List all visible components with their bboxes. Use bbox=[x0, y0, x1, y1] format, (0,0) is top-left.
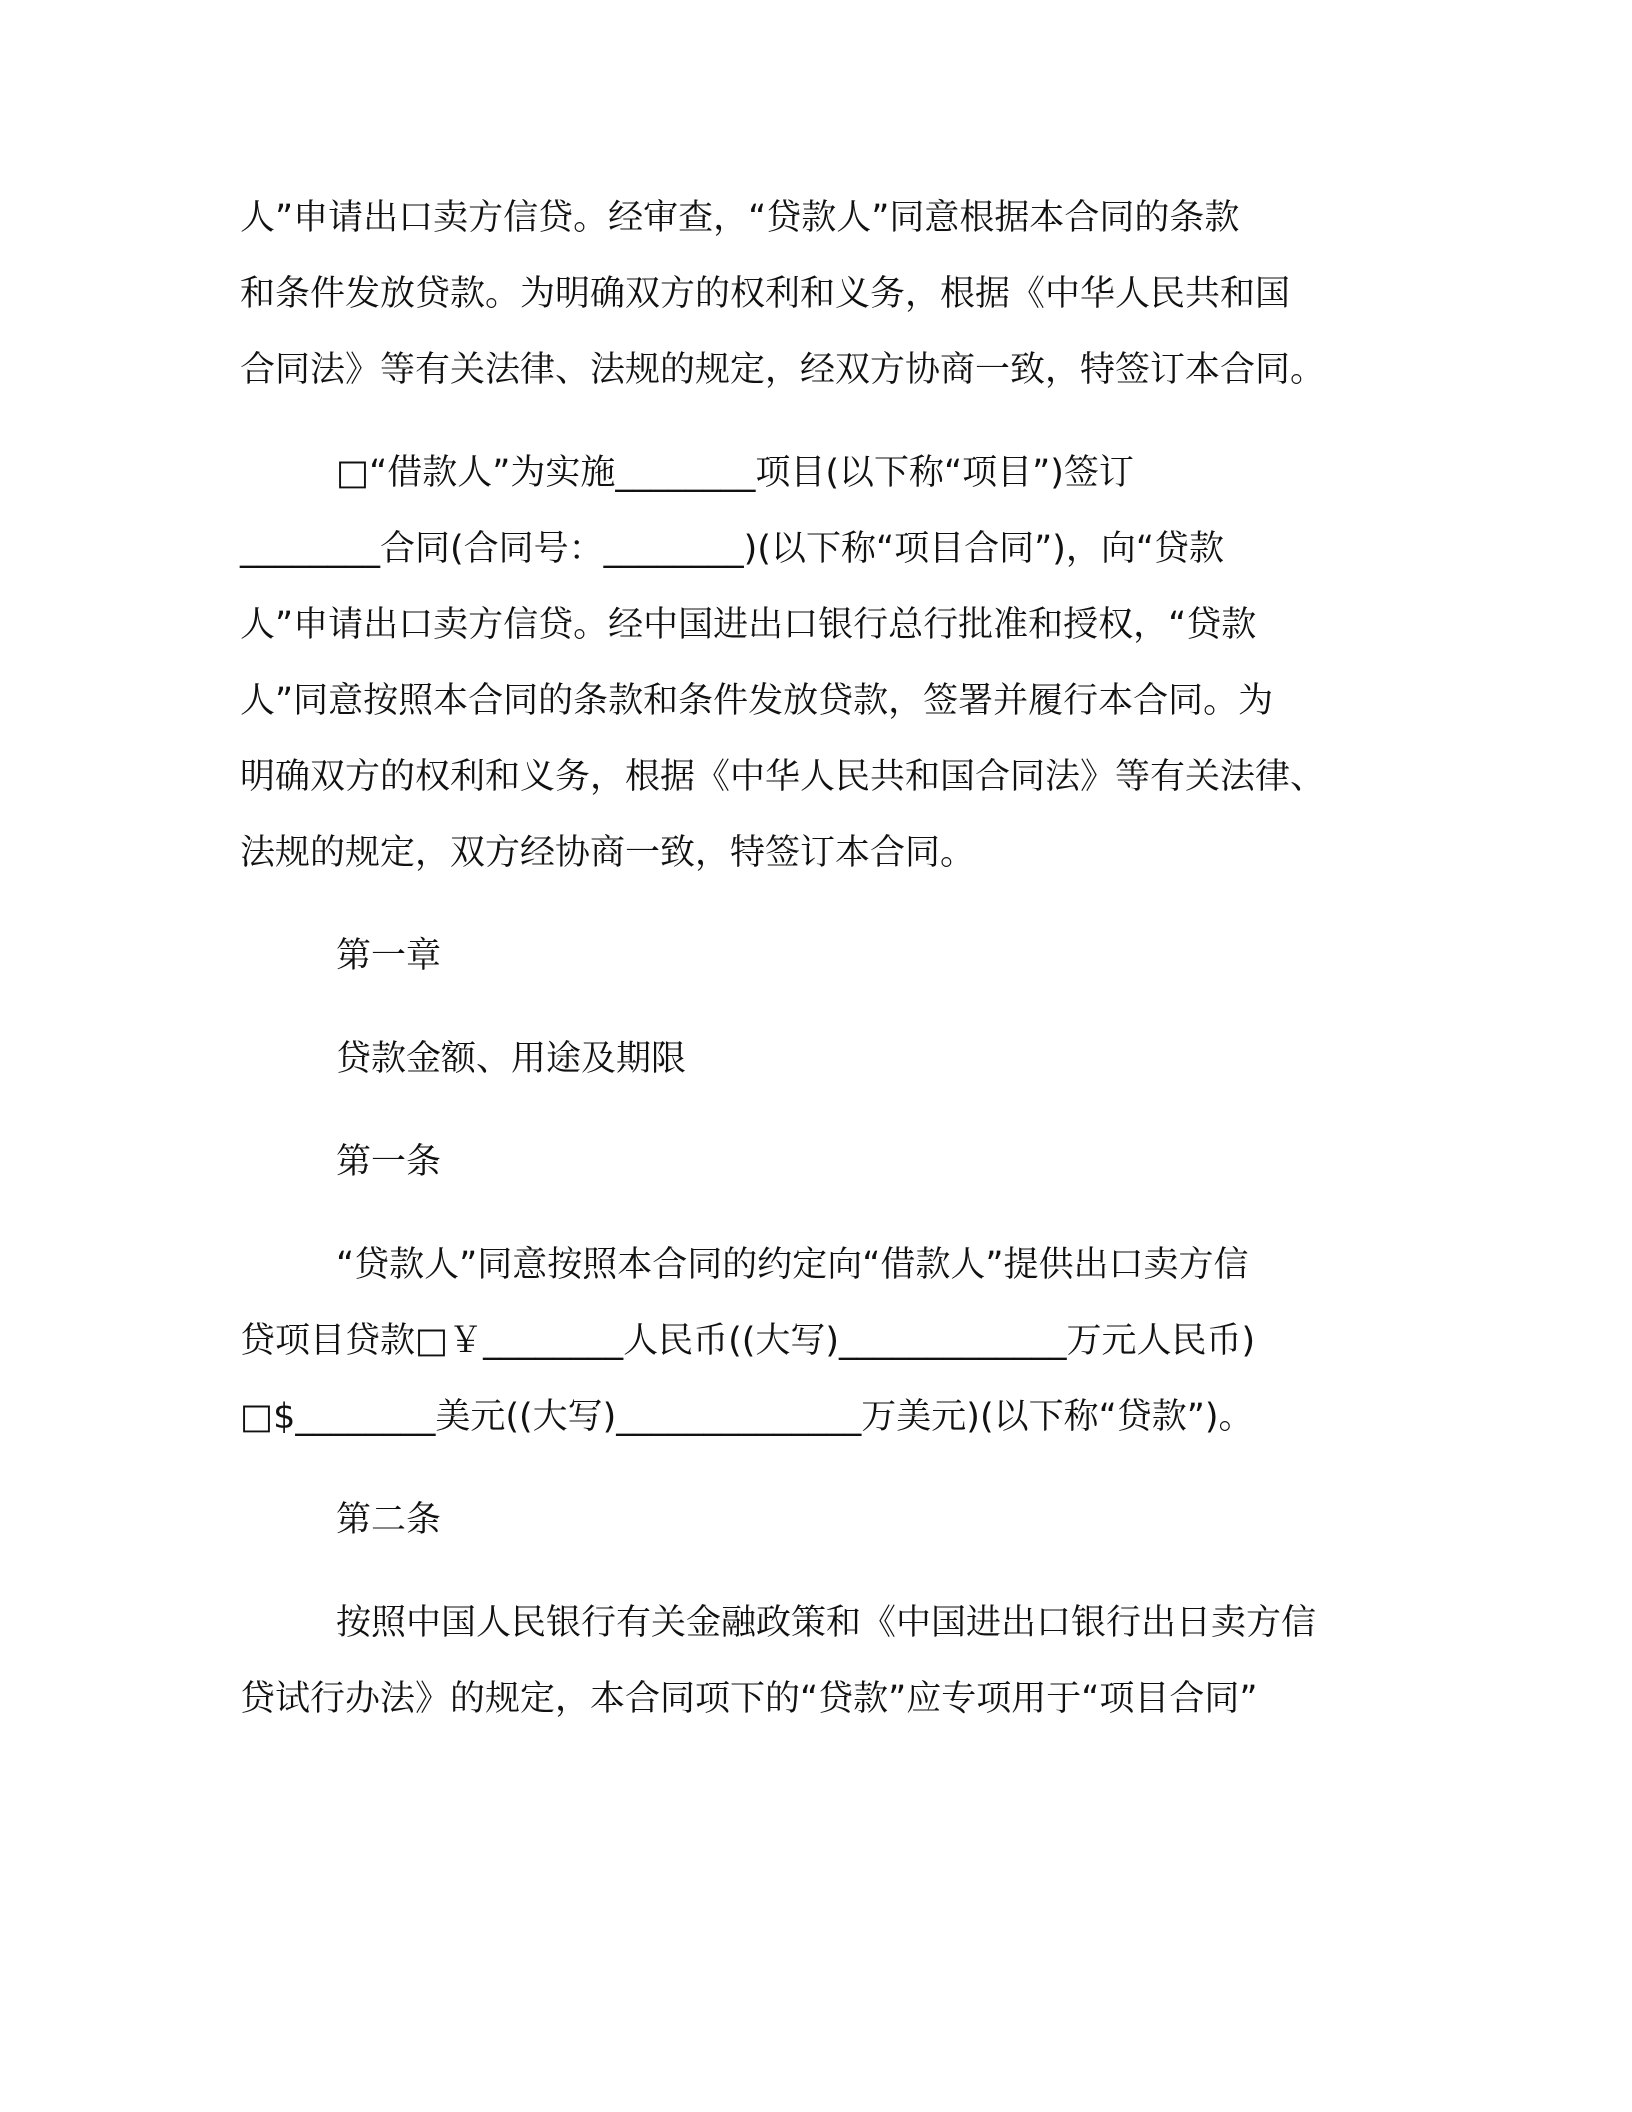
chapter-title: 贷款金额、用途及期限 bbox=[336, 1039, 687, 1079]
paragraph-2-line-2: ________合同(合同号：________)(以下称“项目合同”)，向“贷款 bbox=[240, 529, 1225, 569]
article-2-line-1: 按照中国人民银行有关金融政策和《中国进出口银行出日卖方信 bbox=[336, 1603, 1317, 1643]
article-1-heading: 第一条 bbox=[336, 1142, 442, 1182]
paragraph-1-line-3: 合同法》等有关法律、法规的规定，经双方协商一致，特签订本合同。 bbox=[240, 350, 1326, 390]
article-2-line-2: 贷试行办法》的规定，本合同项下的“贷款”应专项用于“项目合同” bbox=[240, 1679, 1258, 1719]
article-1-line-2: 贷项目贷款□￥________人民币((大写)_____________万元人民币) bbox=[240, 1321, 1256, 1361]
chapter-heading: 第一章 bbox=[336, 936, 442, 976]
paragraph-1-line-1: 人”申请出口卖方信贷。经审查，“贷款人”同意根据本合同的条款 bbox=[240, 198, 1240, 238]
paragraph-2-line-3: 人”申请出口卖方信贷。经中国进出口银行总行批准和授权，“贷款 bbox=[240, 605, 1257, 645]
paragraph-1-line-2: 和条件发放贷款。为明确双方的权利和义务，根据《中华人民共和国 bbox=[240, 274, 1291, 314]
article-1-line-3: □$________美元((大写)______________万美元)(以下称“贷款”)。 bbox=[240, 1397, 1254, 1437]
paragraph-2-line-1: □“借款人”为实施________项目(以下称“项目”)签订 bbox=[336, 453, 1134, 493]
paragraph-2-line-6: 法规的规定，双方经协商一致，特签订本合同。 bbox=[240, 833, 976, 873]
paragraph-2-line-4: 人”同意按照本合同的条款和条件发放贷款，签署并履行本合同。为 bbox=[240, 681, 1274, 721]
paragraph-2-line-5: 明确双方的权利和义务，根据《中华人民共和国合同法》等有关法律、 bbox=[240, 757, 1326, 797]
article-1-line-1: “贷款人”同意按照本合同的约定向“借款人”提供出口卖方信 bbox=[336, 1245, 1249, 1285]
article-2-heading: 第二条 bbox=[336, 1500, 442, 1540]
